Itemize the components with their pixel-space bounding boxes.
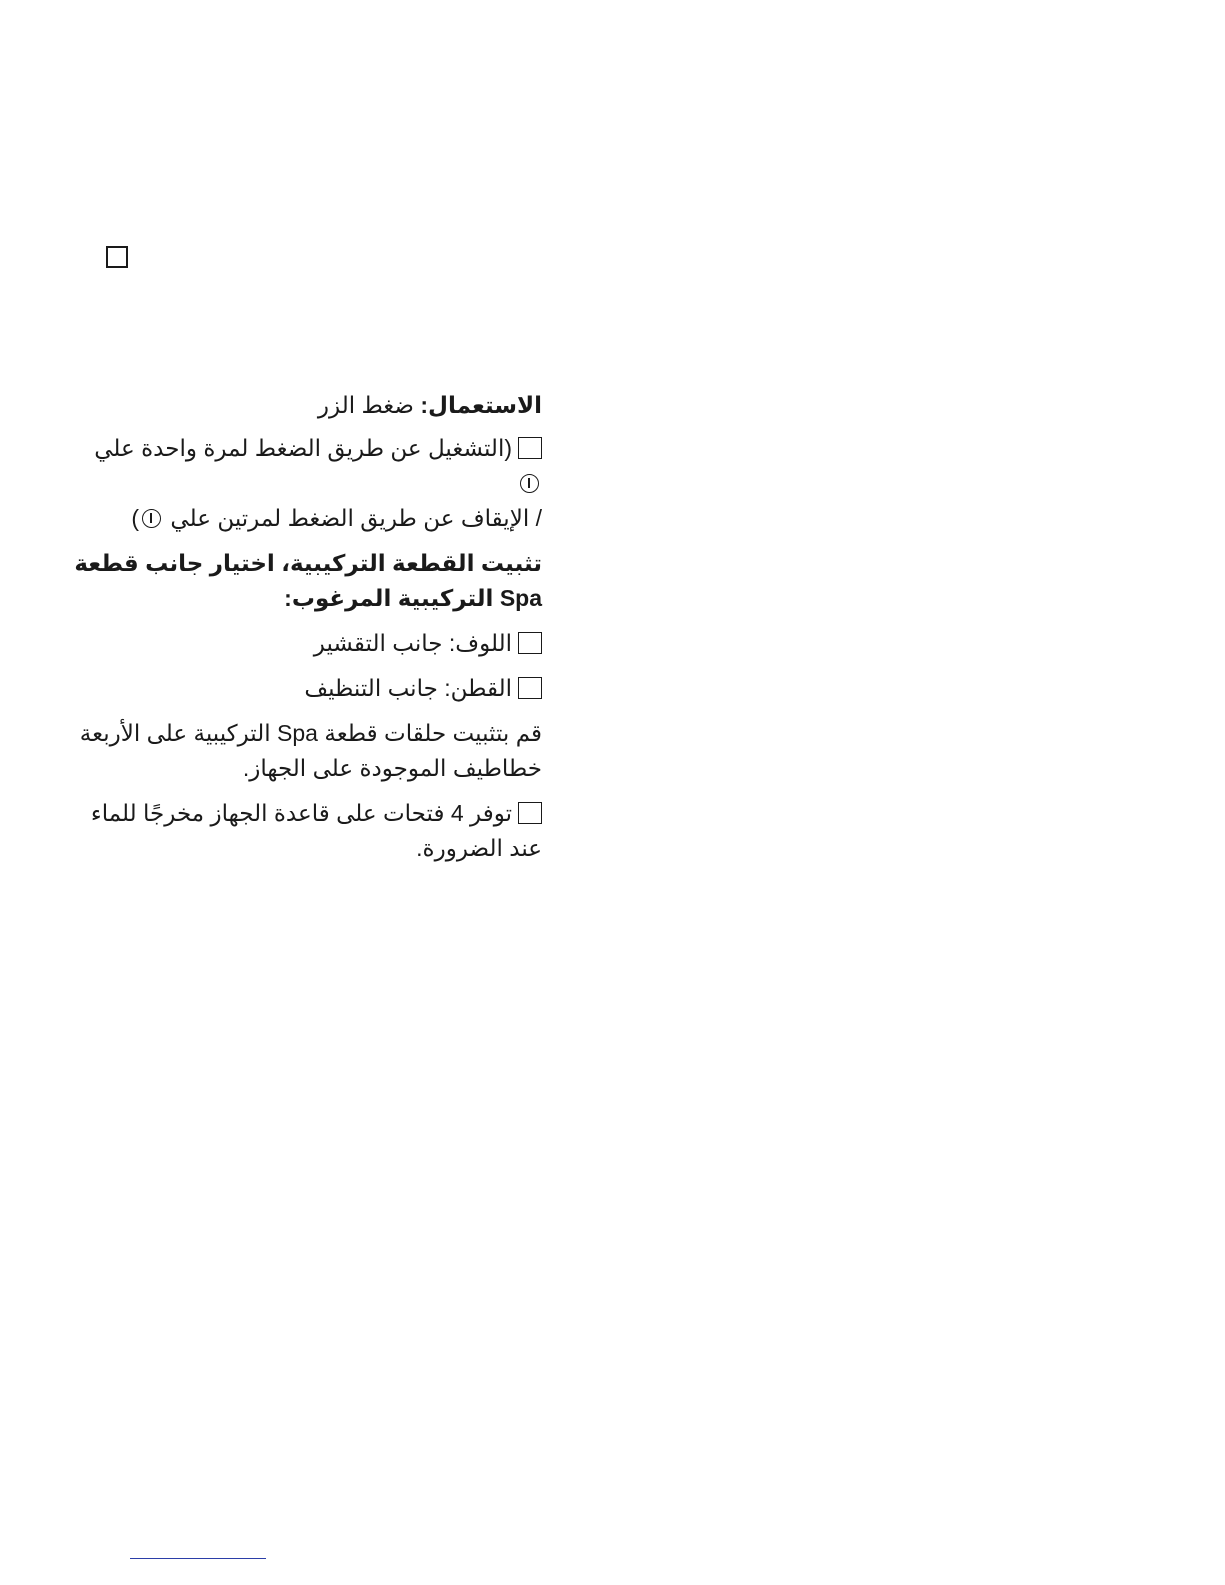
footer-rule xyxy=(130,1558,266,1559)
checkbox-square-icon xyxy=(106,246,128,268)
openings-part1: توفر xyxy=(463,800,512,826)
usage-text: ضغط الزر xyxy=(317,392,421,418)
mount-heading-spa: Spa xyxy=(499,585,542,611)
bullet-square-icon xyxy=(518,677,542,699)
off-instruction-text: / الإيقاف عن طريق الضغط لمرتين علي xyxy=(164,505,542,531)
instructions-column xyxy=(70,388,542,876)
rings-instruction xyxy=(70,716,542,786)
mount-heading xyxy=(70,546,542,616)
power-button-icon xyxy=(142,509,161,528)
option-cotton-text: القطن: جانب التنظيف xyxy=(304,675,512,701)
on-instruction-text: (التشغيل عن طريق الضغط لمرة واحدة علي xyxy=(94,435,512,461)
off-instruction-close: ) xyxy=(131,505,140,531)
rings-part1: قم بتثبيت حلقات قطعة xyxy=(317,720,542,746)
mount-heading-part2: التركيبية المرغوب: xyxy=(284,585,500,611)
usage-label: الاستعمال: xyxy=(420,392,542,418)
rings-spa: Spa xyxy=(277,720,318,746)
bullet-square-icon xyxy=(518,802,542,824)
option-cotton xyxy=(70,671,542,706)
on-off-instruction xyxy=(70,431,542,536)
openings-part2: فتحات على قاعدة الجهاز مخرجًا للماء عند الضرورة. xyxy=(90,800,542,861)
power-button-icon xyxy=(520,474,539,493)
rings-part2: التركيبية على الأربعة خطاطيف الموجودة على الجهاز. xyxy=(79,720,542,781)
openings-number: 4 xyxy=(450,800,464,826)
option-loofah xyxy=(70,626,542,661)
mount-heading-part1: تثبيت القطعة التركيبية، اختيار جانب قطعة xyxy=(74,550,542,576)
bullet-square-icon xyxy=(518,437,542,459)
openings-note xyxy=(70,796,542,866)
usage-line xyxy=(70,388,542,423)
bullet-square-icon xyxy=(518,632,542,654)
option-loofah-text: اللوف: جانب التقشير xyxy=(313,630,512,656)
